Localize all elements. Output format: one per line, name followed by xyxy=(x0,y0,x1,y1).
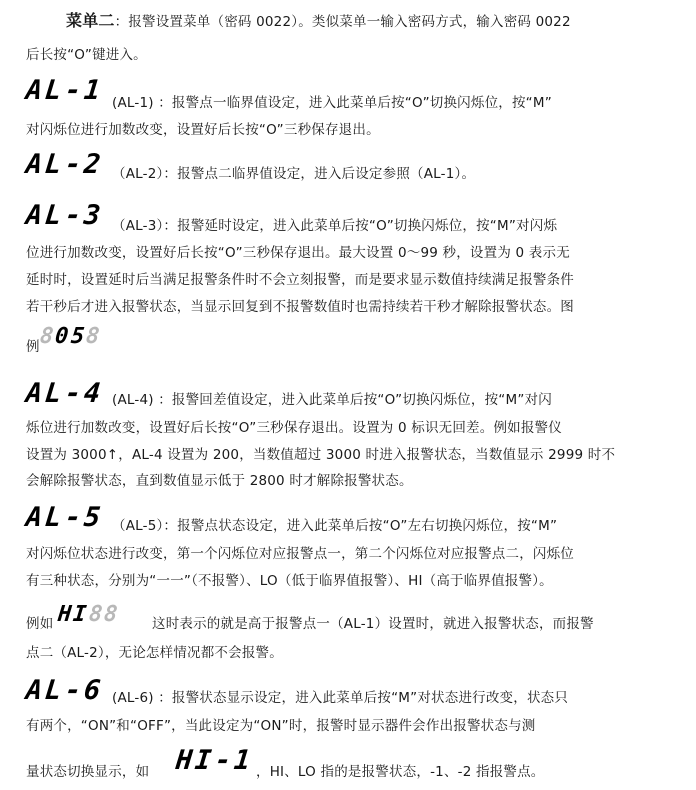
led-digit: H xyxy=(174,745,194,776)
al3-line-4: 若干秒后才进入报警状态，当显示回复到不报警数值时也需持续若干秒才解除报警状态。图 xyxy=(26,299,574,315)
led-digit: A xyxy=(24,200,44,231)
al6-line-1: (AL-6) ：报警状态显示设定，进入此菜单后按“M”对状态进行改变，状态只 xyxy=(112,690,569,706)
al4-line-3: 设置为 3000↑，AL-4 设置为 200，当数值超过 3000 时进入报警状态，当数值显示 2999 时不 xyxy=(26,447,616,463)
led-al-2 xyxy=(26,151,100,178)
led-digit: - xyxy=(62,675,83,706)
intro-text: ：报警设置菜单（密码 0022）。类似菜单一输入密码方式，输入密码 0022 xyxy=(114,14,571,30)
led-digit: H xyxy=(56,602,73,627)
led-digit: 8 xyxy=(38,324,55,349)
al4-line-4: 会解除报警状态，直到数值显示低于 2800 时才解除报警状态。 xyxy=(26,473,413,489)
led-digit: I xyxy=(193,745,214,776)
section-title: 菜单二 xyxy=(66,11,115,30)
al2-line-1: （AL-2）：报警点二临界值设定，进入后设定参照（AL-1）。 xyxy=(112,166,476,182)
led-digit: L xyxy=(43,378,64,409)
al5-line-2: 对闪烁位状态进行改变，第一个闪烁位对应报警点一，第二个闪烁位对应报警点二，闪烁位 xyxy=(26,546,574,562)
led-example-delay xyxy=(40,326,99,348)
al1-line-1: (AL-1) ：报警点一临界值设定，进入此菜单后按“O”切换闪烁位，按“M” xyxy=(112,95,552,111)
led-al-4 xyxy=(26,380,100,407)
al3-line-3: 延时时，设置延时后当满足报警条件时不会立刻报警，而是要求显示数值持续满足报警条件 xyxy=(26,272,574,288)
led-digit: 1 xyxy=(82,75,102,106)
led-digit: 3 xyxy=(82,200,102,231)
al5-example-prefix: 例如 xyxy=(26,616,54,632)
led-example-hi-1 xyxy=(176,747,250,774)
al1-line-2: 对闪烁位进行加数改变，设置好后长按“O”三秒保存退出。 xyxy=(26,122,380,138)
led-digit: 8 xyxy=(87,602,104,627)
intro-line-2: 后长按“O”键进入。 xyxy=(26,47,147,63)
led-digit: I xyxy=(71,602,88,627)
led-example-hi xyxy=(58,604,117,626)
led-digit: - xyxy=(62,200,83,231)
led-digit: L xyxy=(43,200,64,231)
led-digit: 5 xyxy=(82,502,102,533)
al5-example-text: 这时表示的就是高于报警点一（AL-1）设置时，就进入报警状态，而报警 xyxy=(152,616,594,632)
led-digit: - xyxy=(62,75,83,106)
al5-line-3: 有三种状态，分别为“一一”（不报警）、LO（低于临界值报警）、HI（高于临界值报警）。 xyxy=(26,573,553,589)
led-digit: 8 xyxy=(102,602,119,627)
al5-line-1: （AL-5）：报警点状态设定，进入此菜单后按“O”左右切换闪烁位，按“M” xyxy=(112,518,558,534)
al6-line-3-suffix: ，HI、LO 指的是报警状态，-1、-2 指报警点。 xyxy=(256,764,545,780)
al3-example-prefix: 例 xyxy=(26,339,40,355)
led-digit: 1 xyxy=(232,745,252,776)
led-digit: 5 xyxy=(69,324,86,349)
al3-line-1: （AL-3）：报警延时设定，进入此菜单后按“O”切换闪烁位，按“M”对闪烁 xyxy=(112,218,558,234)
al5-line-5: 点二（AL-2），无论怎样情况都不会报警。 xyxy=(26,645,283,661)
led-digit: L xyxy=(43,502,64,533)
intro-line-1 xyxy=(66,11,571,32)
led-digit: - xyxy=(62,378,83,409)
led-digit: - xyxy=(62,502,83,533)
al4-line-1: (AL-4) ：报警回差值设定，进入此菜单后按“O”切换闪烁位，按“M”对闪 xyxy=(112,392,552,408)
led-al-6 xyxy=(26,677,100,704)
led-digit: 6 xyxy=(82,675,102,706)
led-digit: - xyxy=(212,745,233,776)
led-digit: - xyxy=(62,149,83,180)
led-digit: 8 xyxy=(84,324,101,349)
led-al-1 xyxy=(26,77,100,104)
led-digit: 2 xyxy=(82,149,102,180)
led-digit: 4 xyxy=(82,378,102,409)
al4-line-2: 烁位进行加数改变，设置好后长按“O”三秒保存退出。设置为 0 标识无回差。例如报警仪 xyxy=(26,420,562,436)
led-digit: A xyxy=(24,75,44,106)
led-al-5 xyxy=(26,504,100,531)
led-digit: A xyxy=(24,502,44,533)
led-digit: 0 xyxy=(53,324,70,349)
led-digit: L xyxy=(43,75,64,106)
led-al-3 xyxy=(26,202,100,229)
al6-line-2: 有两个，“ON”和“OFF”，当此设定为“ON”时，报警时显示器件会作出报警状态与测 xyxy=(26,718,536,734)
al3-line-2: 位进行加数改变，设置好后长按“O”三秒保存退出。最大设置 0～99 秒，设置为 0 表示无 xyxy=(26,245,570,261)
led-digit: L xyxy=(43,675,64,706)
led-digit: A xyxy=(24,149,44,180)
led-digit: A xyxy=(24,675,44,706)
al6-line-3-prefix: 量状态切换显示，如 xyxy=(26,764,150,780)
led-digit: L xyxy=(43,149,64,180)
led-digit: A xyxy=(24,378,44,409)
